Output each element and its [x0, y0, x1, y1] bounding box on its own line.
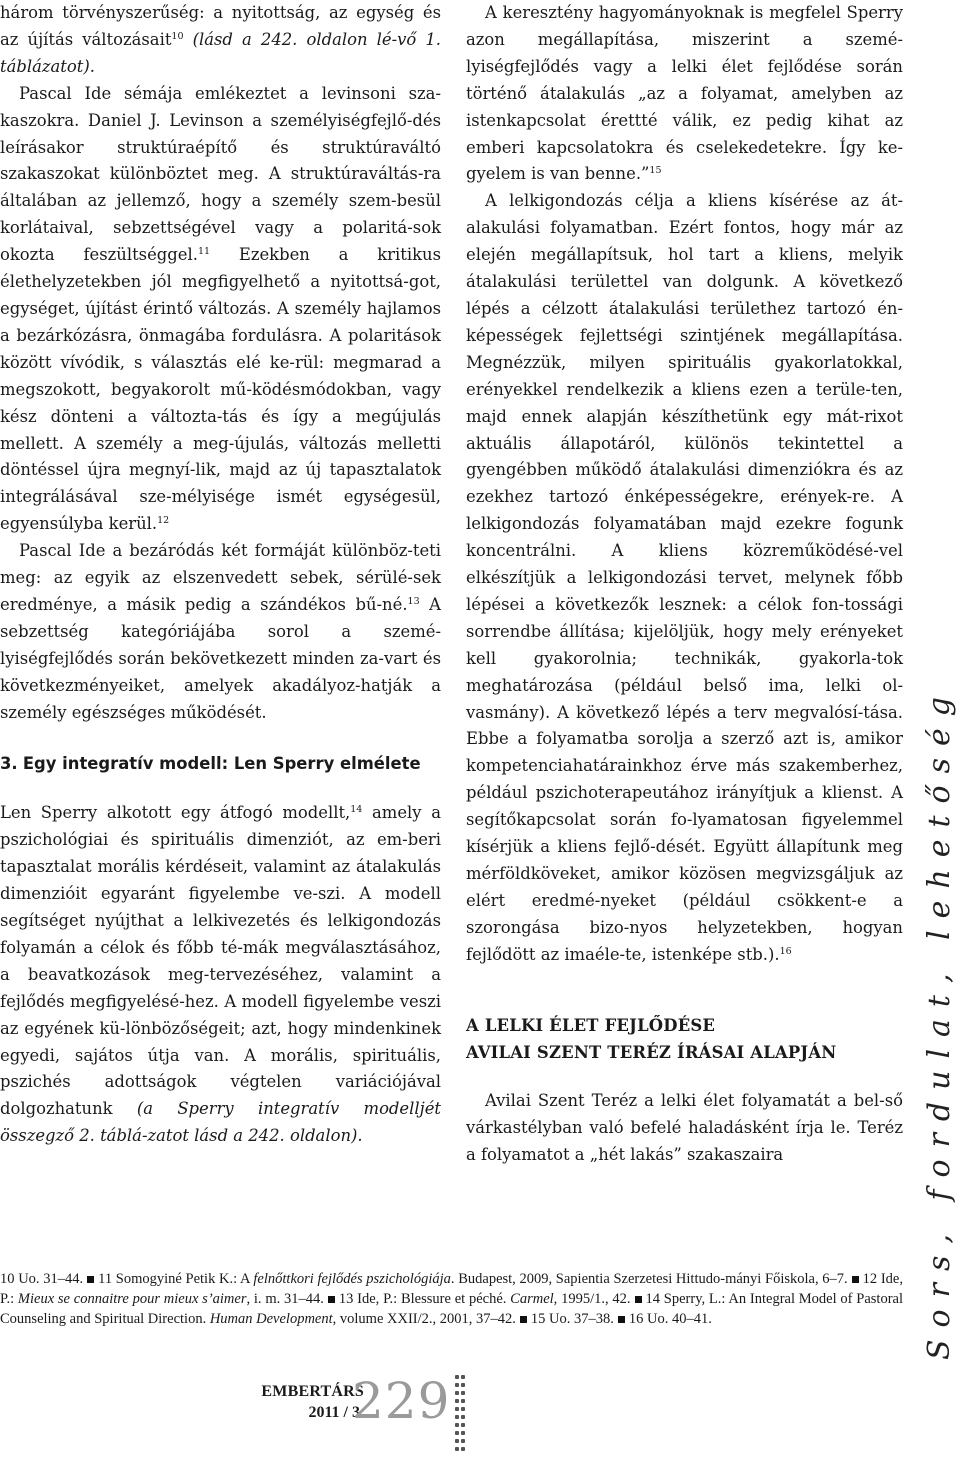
footnotes: 10 Uo. 31–44. 11 Somogyiné Petik K.: A felnőttkori fejlődés pszichológiája. Budapest, 2009, Sapientia Szerzetesi Hittudo-mányi Főiskola, 6–7. 12 Ide, P.: Mieux se connaitre pour mieux s’aimer, i. m. 31–44. 13 Ide, P.: Blessure et péché. Carmel, 1995/1., 42. 14 Sperry, L.: An Integral Model of Pastoral Counseling and Spiritual Direction. Human Development, volume XXII/2., 2001, 37–42. 15 Uo. 37–38. 16 Uo. 40–41. [0, 1271, 903, 1327]
bullet-square-icon [635, 1296, 642, 1303]
bullet-square-icon [328, 1296, 335, 1303]
dot [461, 1431, 465, 1435]
dot [455, 1399, 459, 1403]
bullet-square-icon [520, 1316, 527, 1323]
paragraph: Pascal Ide a bezáródás két formáját különböz-teti meg: az egyik az elszenvedett sebek, sérülé-sek eredménye, a másik pedig a szándékos bű-né.$^{13}$ A sebzettség kategóriájába sorol a szemé-lyiségfejlődés során bekövetkezett minden za-vart és következményeiket, amelyek akadályoz-hatják a személy egészséges működését. [0, 541, 441, 722]
dot [461, 1439, 465, 1443]
paragraph: A lelkigondozás célja a kliens kísérése az át-alakulási folyamatban. Ezért fontos, hogy már az elején megállapítsuk, hol tart a kliens, melyik átalakulási területtel van dolgunk. A következő lépés a célzott átalakulási területhez tartozó én-képességek fejlettségi szintjének megállapítása. Megnézzük, milyen spirituális gyakorlatokkal, erényekkel rendelkezik a kliens ezen a terüle-ten, majd ennek alapján készíthetünk egy mát-rixot aktuális állapotáról, különös tekintettel a gyengébben működő átalakulási dimenziókra és az ezekhez tartozó énképességekre, erények-re. A lelkigondozás folyamatában majd ezekre fogunk koncentrálni. A kliens közreműködésé-vel elkészítjük a lelkigondozási tervet, melynek főbb lépései a következők lesznek: a célok fon-tossági sorrendbe állítása; kijelöljük, hogy mely erényeket kell gyakorolnia; technikák, gyakorla-tok meghatározása (például belső ima, lelki ol-vasmány). A következő lépés a terv megvalósí-tása. Ebbe a folyamatba sorolja a szerző azt is, amikor kompetenciahatárainkhoz érve más szakemberhez, például pszichoterapeutához irányítjuk a klienst. A segítőkapcsolat során fo-lyamatosan figyelemmel kísérjük a kliens fejlő-dését. Együtt állapítunk meg mérföldköveket, amikor közösen megvizsgáljuk az elért eredmé-nyeket (például csökkent-e a szorongása bizo-nyos helyzetekben, hogyan fejlődött az imaéle-te, istenképe stb.).$^{16}$ [466, 191, 903, 964]
bullet-square-icon [852, 1276, 859, 1283]
dot [461, 1407, 465, 1411]
dot [461, 1375, 465, 1379]
dot [461, 1383, 465, 1387]
paragraph: A keresztény hagyományoknak is megfelel Sperry azon megállapítása, miszerint a szemé-lyiségfejlődés vagy a lelki élet fejlődése során történő átalakulás „az a folyamat, amelyben az istenkapcsolat érettté válik, ez pedig kihat az emberi kapcsolatokra és cselekedetekre. Így ke-gyelem is van benne.”$^{15}$ [466, 3, 903, 184]
dot [455, 1439, 459, 1443]
paragraph: három törvényszerűség: a nyitottság, az egység és az újítás változásait$^{10}$ (lásd a 242. oldalon lé-vő 1. táblázatot). [0, 3, 441, 76]
dot [455, 1423, 459, 1427]
dot [455, 1447, 459, 1451]
dot [455, 1407, 459, 1411]
section-heading: 3. Egy integratív modell: Len Sperry elmélete [0, 754, 421, 774]
page-number: 229 [352, 1372, 451, 1430]
dot [455, 1391, 459, 1395]
paragraph: Len Sperry alkotott egy átfogó modellt,$^{14}$ amely a pszichológiai és spirituális dimenziót, az em-beri tapasztalat morális kérdéseit, valamint az átalakulás dimenzióit egyaránt figyelembe ve-szi. A modell segítséget nyújthat a lelkivezetés és lelkigondozás folyamán a célok és főbb té-mák megválasztásához, a beavatkozások meg-tervezéséhez, valamint a fejlődés megfigyelésé-hez. A modell figyelembe veszi az egyének kü-lönbözőségeit; azt, hogy mindenkinek egyedi, sajátos útja van. A morális, spirituális, pszichés adottságok végtelen variációjával dolgozhatunk (a Sperry integratív modelljét összegző 2. táblá-zatot lásd a 242. oldalon). [0, 803, 441, 1146]
dot [461, 1391, 465, 1395]
section-heading: A LELKI ÉLET FEJLŐDÉSE AVILAI SZENT TERÉZ ÍRÁSAI ALAPJÁN [466, 1015, 837, 1062]
dot [455, 1383, 459, 1387]
decorative-dots [455, 1375, 465, 1455]
paragraph: Pascal Ide sémája emlékeztet a levinsoni sza-kaszokra. Daniel J. Levinson a személyiségfejlő-dés leírásakor struktúraépítő és struktúraváltó szakaszokat különböztet meg. A struktúraváltás-ra általában az jellemző, hogy a személy szem-besül korlátaival, sebzettségével vagy a polaritá-sok okozta feszültséggel.$^{11}$ Ezekben a kritikus élethelyzetekben jól megfigyelhető a nyitottsá-got, egységet, újítást érintő változás. A személy hajlamos a bezárkózásra, önmagába fordulásra. A polaritások között vívódik, s választás elé ke-rül: megmarad a megszokott, begyakorolt mű-ködésmódokban, vagy kész dönteni a változta-tás és így a megújulás mellett. A személy a meg-újulás, változás melletti döntéssel újra megnyí-lik, majd az új tapasztalatok integrálásával sze-mélyisége ismét egységesül, egyensúlyba kerül.$^{12}$ [0, 83, 441, 534]
dot [461, 1423, 465, 1427]
dot [461, 1399, 465, 1403]
section-tagline: Sors, fordulat, lehetőség [922, 685, 957, 1360]
dot [455, 1431, 459, 1435]
left-column [0, 0, 441, 1150]
dot [461, 1447, 465, 1451]
right-column [466, 0, 903, 1169]
dot [455, 1415, 459, 1419]
dot [461, 1415, 465, 1419]
dot [455, 1375, 459, 1379]
journal-name: EMBERTÁRS 2011 / 3. [261, 1383, 364, 1421]
paragraph: Avilai Szent Teréz a lelki élet folyamatát a bel-ső várkastélyban való befelé haladásként írja le. Teréz a folyamatot a „hét lakás” szakaszaira [466, 1091, 903, 1165]
bullet-square-icon [618, 1316, 625, 1323]
bullet-square-icon [87, 1276, 94, 1283]
